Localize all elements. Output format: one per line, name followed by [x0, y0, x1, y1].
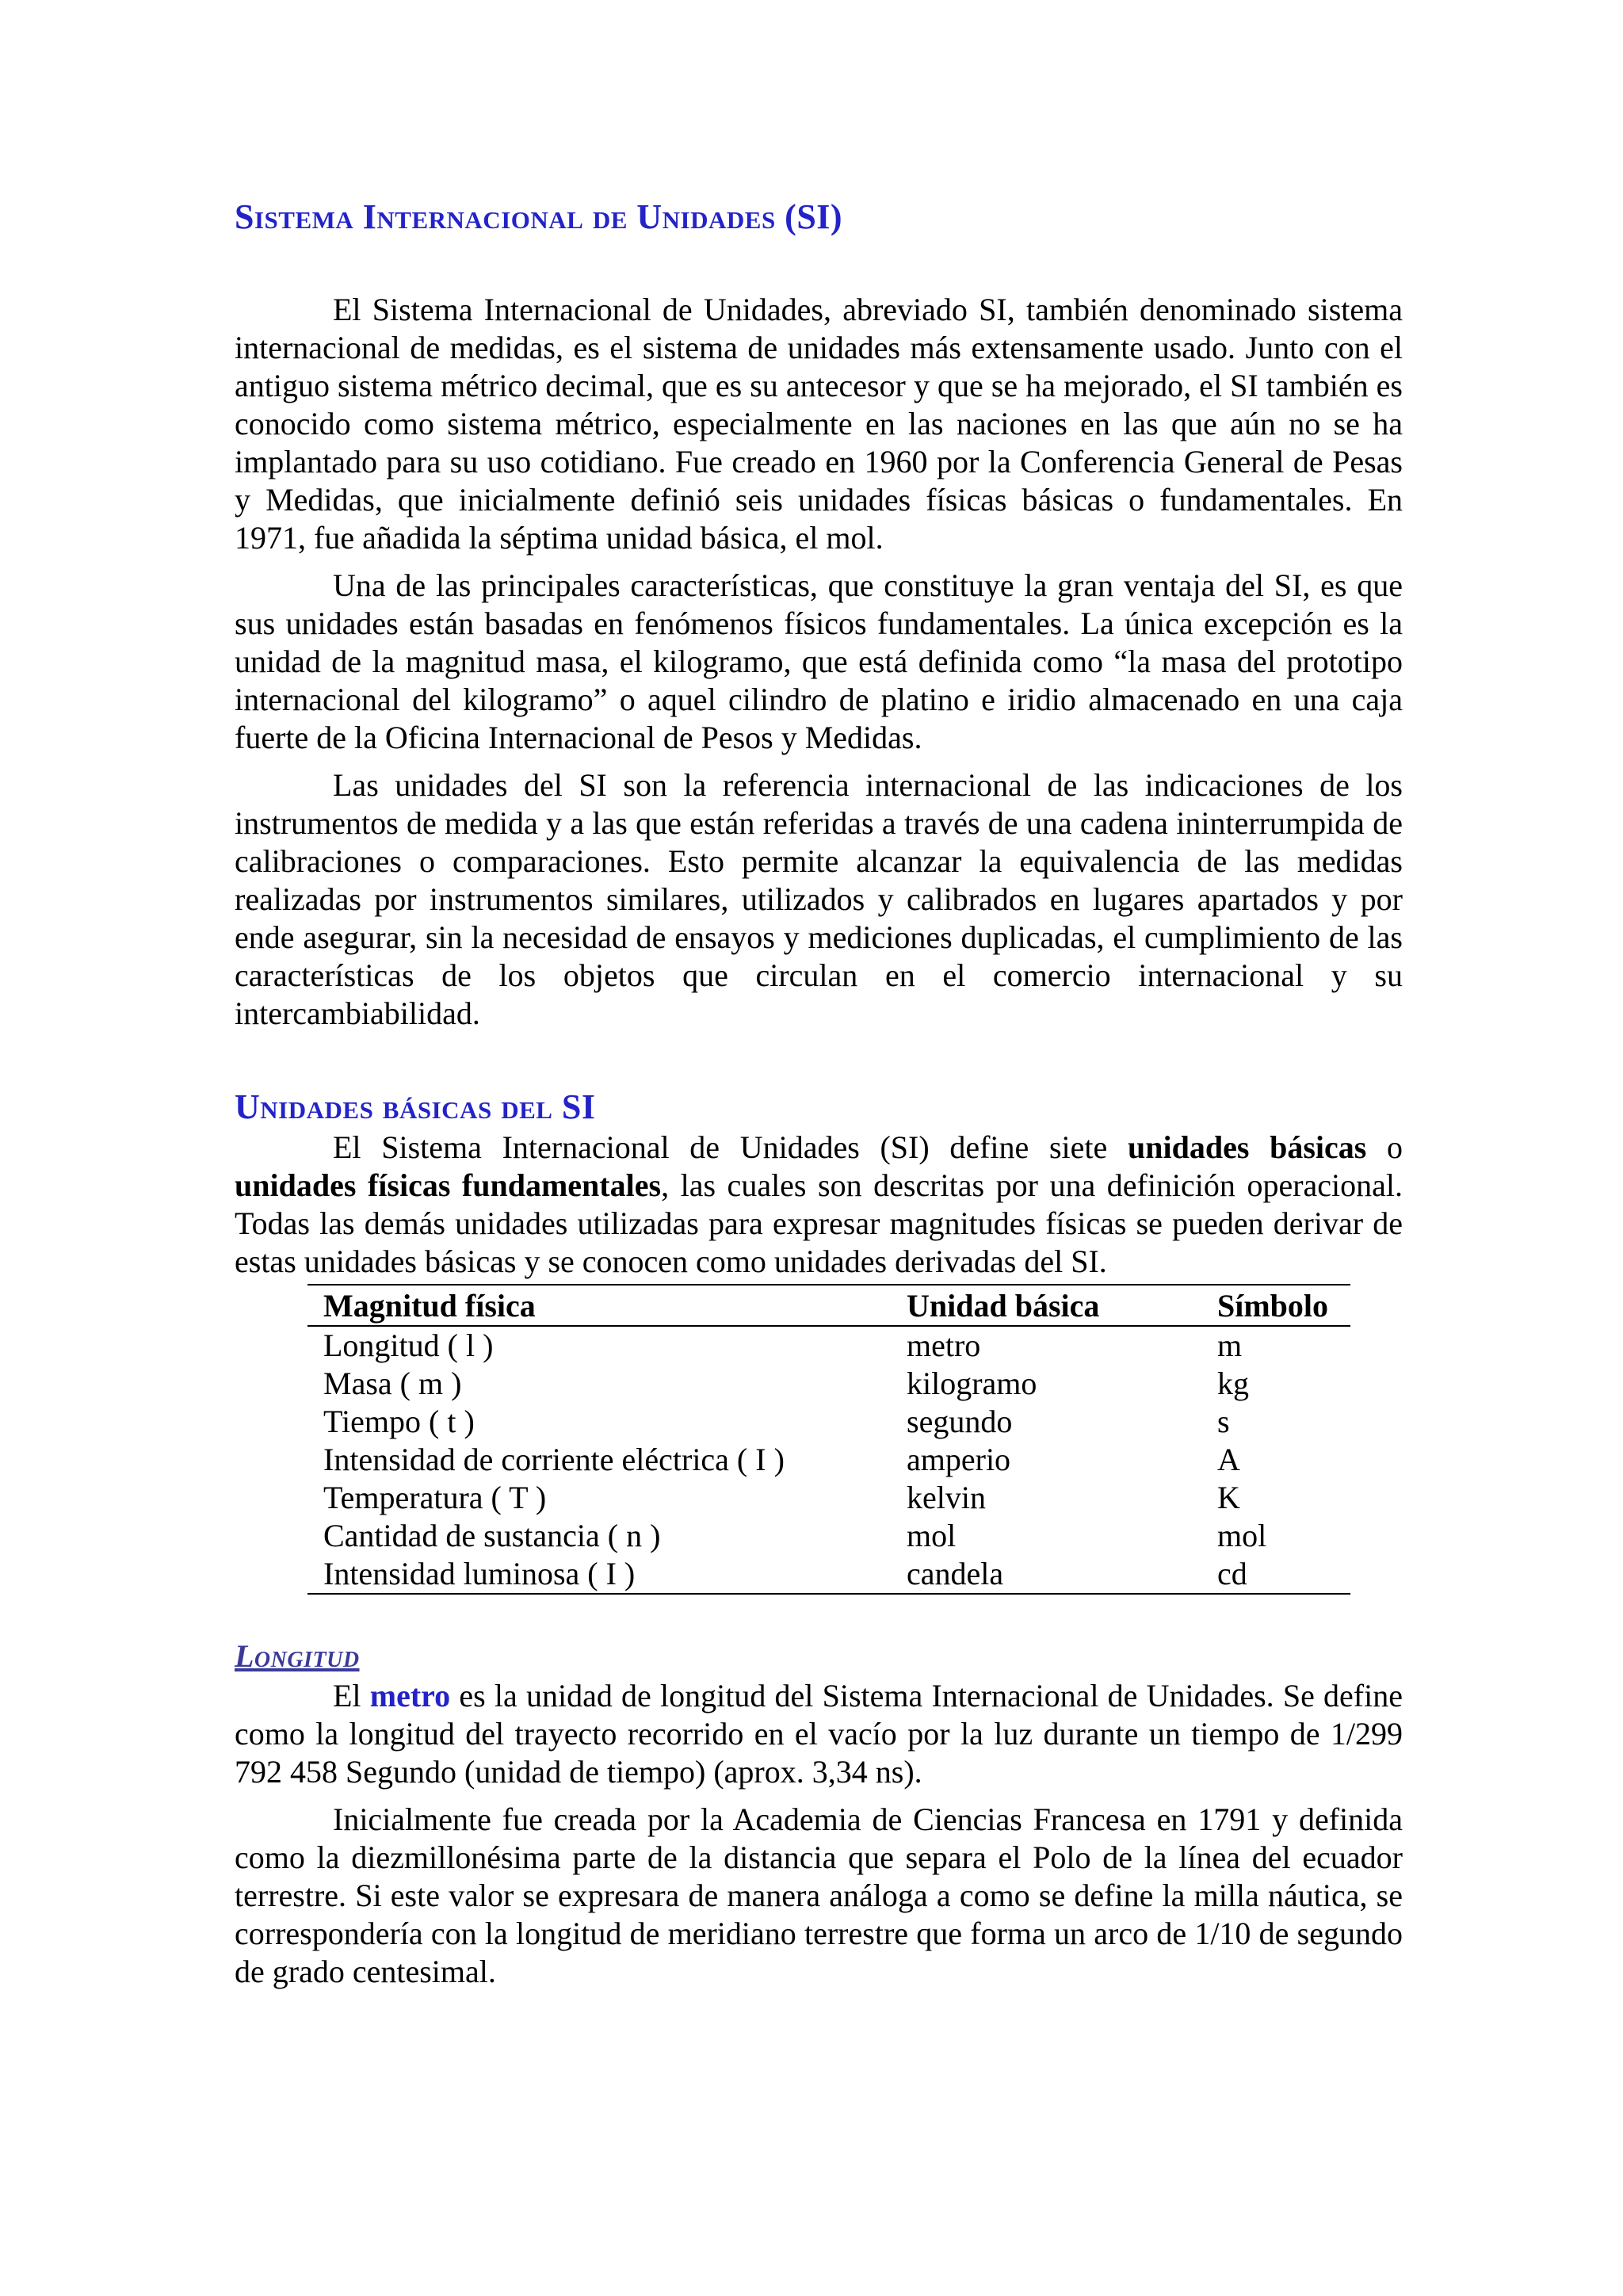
cell-unit: mol	[907, 1517, 957, 1553]
table-row	[307, 1555, 1350, 1594]
cell-symbol: K	[1217, 1479, 1240, 1515]
metro-text-2: es la unidad de longitud del Sistema Internacional de Unidades. Se define como la longitud del trayecto recorrido en el vacío por la luz durante un tiempo de 1/299 792 458 Segundo (unidad de tiempo) (aprox. 3,34 ns).	[235, 1677, 1403, 1790]
cell-magnitude: Longitud ( l )	[323, 1327, 494, 1363]
table-row	[307, 1365, 1350, 1403]
cell-magnitude: Masa ( m )	[323, 1365, 462, 1401]
intro-bold-1: unidades básicas	[1127, 1129, 1367, 1165]
paragraph-si-advantage: Una de las principales características, que constituye la gran ventaja del SI, es que sus unidades están basadas en fenómenos físicos fundamentales. La única excepción es la unidad de la magnitud masa, el kilogramo, que está definida como “la masa del prototipo internacional del kilogramo” o aquel cilindro de platino e iridio almacenado en una caja fuerte de la Oficina Internacional de Pesos y Medidas.	[235, 567, 1403, 755]
section-title-si: Sistema Internacional de Unidades (SI)	[235, 197, 843, 236]
header-symbol: Símbolo	[1201, 1285, 1350, 1326]
cell-symbol: cd	[1201, 1555, 1350, 1594]
cell-symbol: mol	[1217, 1517, 1267, 1553]
header-unit: Unidad básica	[891, 1285, 1201, 1326]
paragraph-metro-definition	[235, 1677, 1403, 1791]
intro-text-3: , las cuales son descritas por una definición operacional. Todas las demás unidades utilizadas para expresar magnitudes físicas se pueden derivar de estas unidades básicas y se conocen como unidades derivadas del SI.	[235, 1167, 1403, 1279]
table-row	[307, 1517, 1350, 1555]
paragraph-basic-units-intro	[235, 1129, 1403, 1281]
table-header-row	[307, 1285, 1350, 1326]
cell-unit: kilogramo	[907, 1365, 1037, 1401]
cell-symbol: kg	[1217, 1365, 1249, 1401]
table-row	[307, 1326, 1350, 1365]
cell-unit: segundo	[907, 1403, 1013, 1439]
cell-symbol: s	[1217, 1403, 1230, 1439]
table-row	[307, 1403, 1350, 1441]
cell-unit: amperio	[907, 1441, 1011, 1477]
section-title-longitud: Longitud	[235, 1637, 360, 1674]
intro-text-1: El Sistema Internacional de Unidades (SI) define siete	[333, 1129, 1128, 1165]
paragraph-si-intro: El Sistema Internacional de Unidades, abreviado SI, también denominado sistema internacional de medidas, es el sistema de unidades más extensamente usado. Junto con el antiguo sistema métrico decimal, que es su antecesor y que se ha mejorado, el SI también es conocido como sistema métrico, especialmente en las naciones en las que aún no se ha implantado para su uso cotidiano. Fue creado en 1960 por la Conferencia General de Pesas y Medidas, que inicialmente definió seis unidades físicas básicas o fundamentales. En 1971, fue añadida la séptima unidad básica, el mol.	[235, 291, 1403, 556]
table-row	[307, 1441, 1350, 1479]
metro-term: metro	[369, 1677, 451, 1713]
cell-symbol: A	[1217, 1441, 1240, 1477]
cell-magnitude: Cantidad de sustancia ( n )	[323, 1517, 661, 1553]
intro-bold-2: unidades físicas fundamentales	[235, 1167, 662, 1203]
cell-magnitude: Intensidad de corriente eléctrica ( I )	[323, 1441, 785, 1477]
table-row	[307, 1479, 1350, 1517]
document-page	[235, 182, 1403, 1991]
cell-unit: candela	[891, 1555, 1201, 1594]
basic-units-table	[307, 1284, 1350, 1595]
cell-unit: kelvin	[907, 1479, 986, 1515]
intro-text-2: o	[1366, 1129, 1403, 1165]
cell-symbol: m	[1217, 1327, 1243, 1363]
cell-magnitude: Intensidad luminosa ( I )	[307, 1555, 891, 1594]
cell-magnitude: Temperatura ( T )	[323, 1479, 547, 1515]
header-magnitude: Magnitud física	[307, 1285, 891, 1326]
paragraph-si-reference: Las unidades del SI son la referencia internacional de las indicaciones de los instrumentos de medida y a las que están referidas a través de una cadena ininterrumpida de calibraciones o comparaciones. Esto permite alcanzar la equivalencia de las medidas realizadas por instrumentos similares, utilizados y calibrados en lugares apartados y por ende asegurar, sin la necesidad de ensayos y mediciones duplicadas, el cumplimiento de las características de los objetos que circulan en el comercio internacional y su intercambiabilidad.	[235, 766, 1403, 1031]
cell-magnitude: Tiempo ( t )	[323, 1403, 475, 1439]
cell-unit: metro	[907, 1327, 981, 1363]
metro-text-1: El	[333, 1677, 370, 1713]
section-title-basic-units: Unidades básicas del SI	[235, 1087, 596, 1126]
paragraph-metro-history: Inicialmente fue creada por la Academia de Ciencias Francesa en 1791 y definida como la diezmillonésima parte de la distancia que separa el Polo de la línea del ecuador terrestre. Si este valor se expresara de manera análoga a como se define la milla náutica, se correspondería con la longitud de meridiano terrestre que forma un arco de 1/10 de segundo de grado centesimal.	[235, 1801, 1403, 1989]
